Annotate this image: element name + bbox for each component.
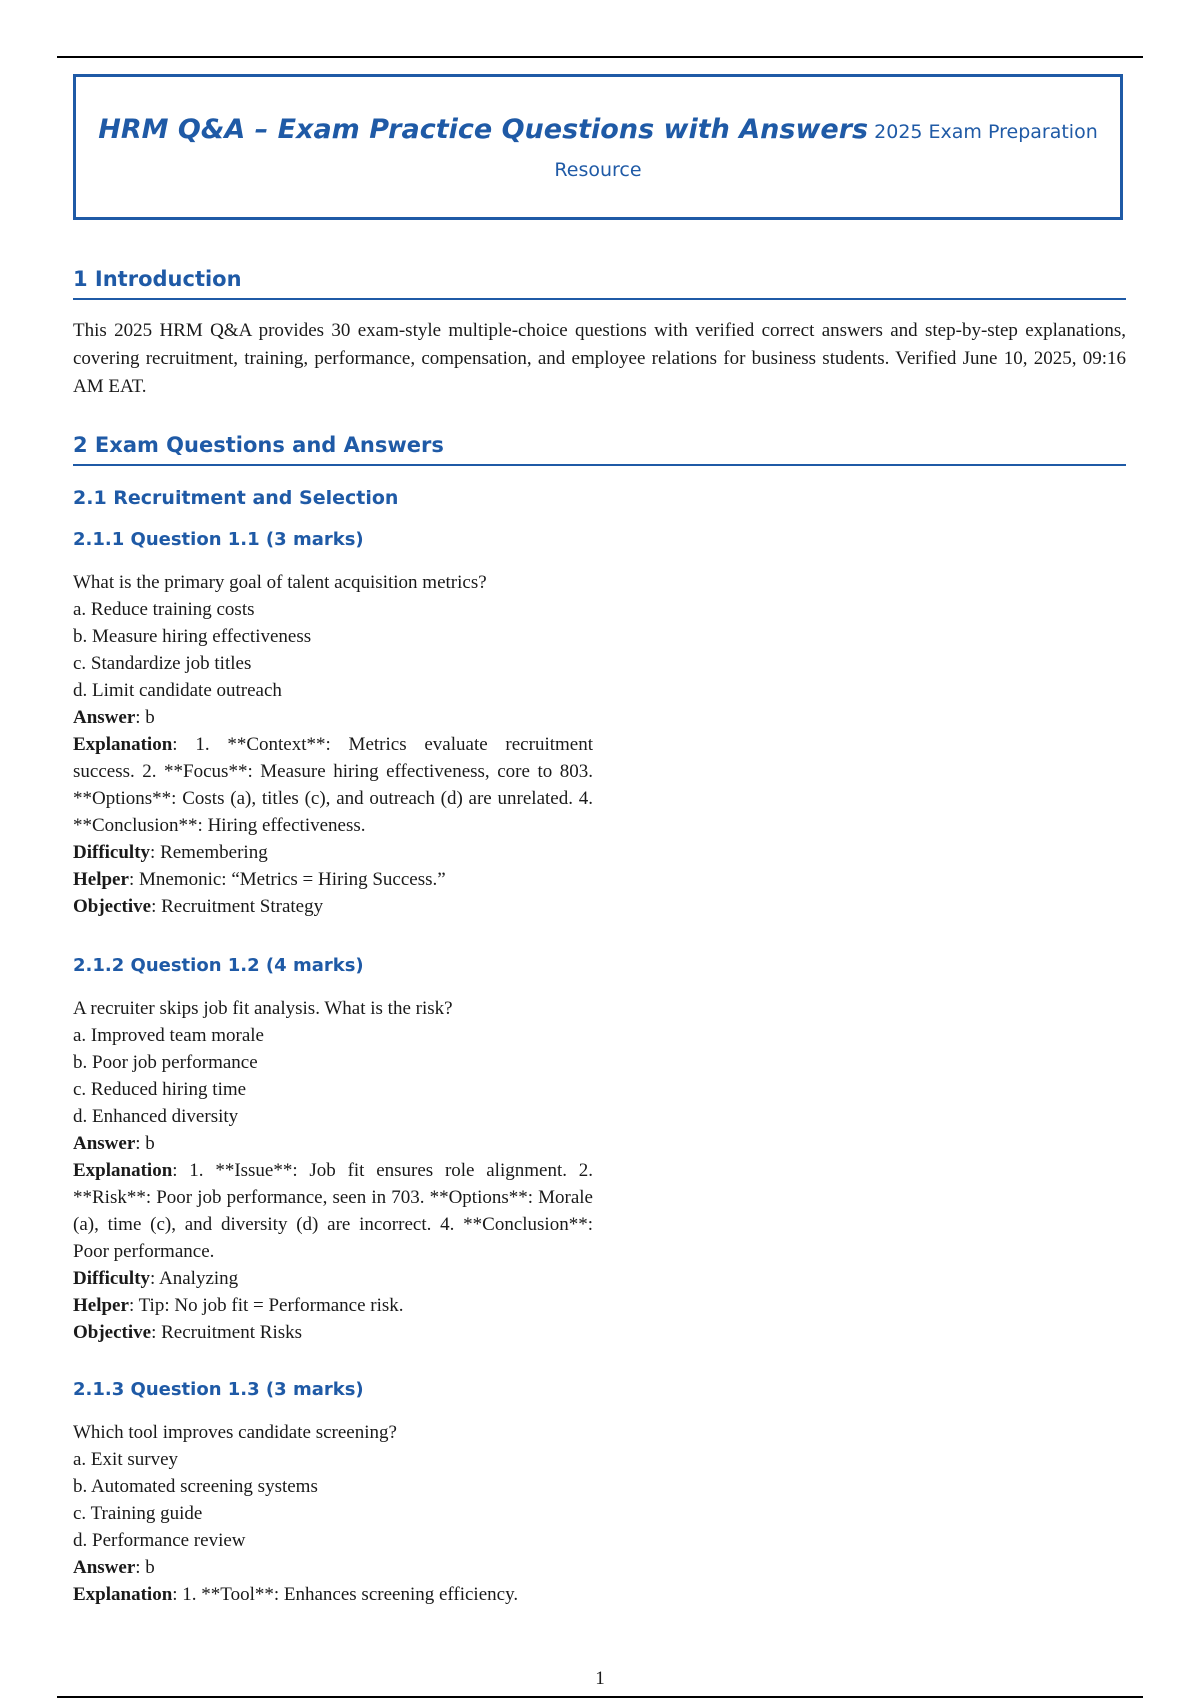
difficulty-label: Difficulty bbox=[73, 1268, 151, 1289]
subsection-heading-recruitment: 2.1 Recruitment and Selection bbox=[73, 487, 399, 509]
difficulty-line bbox=[73, 839, 593, 866]
answer-line bbox=[73, 704, 593, 731]
difficulty-line bbox=[73, 1265, 593, 1292]
answer-option: a. Exit survey bbox=[73, 1449, 179, 1470]
helper-value: : Tip: No job fit = Performance risk. bbox=[128, 1295, 404, 1316]
objective-line bbox=[73, 1319, 593, 1346]
difficulty-value: : Analyzing bbox=[150, 1268, 239, 1289]
document-title: HRM Q&A – Exam Practice Questions with Answers bbox=[98, 114, 869, 145]
answer-option: b. Poor job performance bbox=[73, 1052, 258, 1073]
answer-label: Answer bbox=[73, 707, 136, 728]
answer-option: b. Automated screening systems bbox=[73, 1476, 318, 1497]
question-text: A recruiter skips job fit analysis. What is the risk? bbox=[73, 998, 453, 1019]
answer-option: c. Training guide bbox=[73, 1503, 203, 1524]
answer-option: a. Reduce training costs bbox=[73, 599, 255, 620]
answer-label: Answer bbox=[73, 1133, 136, 1154]
introduction-paragraph: This 2025 HRM Q&A provides 30 exam-style multiple-choice questions with verified correct answers and step-by-step explanations, covering recruitment, training, performance, compensation, and employee relations for business students. Verified June 10, 2025, 09:16 AM EAT. bbox=[73, 320, 1126, 397]
helper-line bbox=[73, 866, 593, 893]
answer-value: : b bbox=[135, 707, 155, 728]
explanation-line bbox=[73, 1581, 593, 1608]
explanation-line bbox=[73, 731, 593, 839]
header-rule bbox=[57, 56, 1143, 58]
title-box bbox=[73, 74, 1123, 220]
answer-option: d. Enhanced diversity bbox=[73, 1106, 239, 1127]
objective-line bbox=[73, 893, 593, 920]
answer-value: : b bbox=[135, 1133, 155, 1154]
section-heading-exam-questions: 2 Exam Questions and Answers bbox=[73, 433, 1126, 466]
objective-label: Objective bbox=[73, 896, 152, 917]
difficulty-label: Difficulty bbox=[73, 842, 151, 863]
answer-option: c. Reduced hiring time bbox=[73, 1079, 247, 1100]
answer-option: d. Limit candidate outreach bbox=[73, 680, 282, 701]
explanation-text: : 1. **Tool**: Enhances screening efficiency. bbox=[172, 1584, 519, 1605]
explanation-line bbox=[73, 1157, 593, 1265]
answer-line bbox=[73, 1130, 593, 1157]
answer-option: d. Performance review bbox=[73, 1530, 246, 1551]
question-block bbox=[73, 995, 593, 1346]
objective-label: Objective bbox=[73, 1322, 152, 1343]
question-text: Which tool improves candidate screening? bbox=[73, 1422, 397, 1443]
explanation-label: Explanation bbox=[73, 1160, 173, 1181]
question-heading: 2.1.1 Question 1.1 (3 marks) bbox=[73, 529, 364, 550]
answer-value: : b bbox=[135, 1557, 155, 1578]
question-heading: 2.1.3 Question 1.3 (3 marks) bbox=[73, 1379, 364, 1400]
helper-value: : Mnemonic: “Metrics = Hiring Success.” bbox=[128, 869, 446, 890]
answer-line bbox=[73, 1554, 593, 1581]
section-heading-introduction: 1 Introduction bbox=[73, 267, 1126, 300]
question-heading: 2.1.2 Question 1.2 (4 marks) bbox=[73, 955, 364, 976]
helper-line bbox=[73, 1292, 593, 1319]
question-text: What is the primary goal of talent acquisition metrics? bbox=[73, 572, 487, 593]
explanation-label: Explanation bbox=[73, 1584, 173, 1605]
answer-option: b. Measure hiring effectiveness bbox=[73, 626, 312, 647]
answer-label: Answer bbox=[73, 1557, 136, 1578]
document-subtitle: 2025 Exam Preparation Resource bbox=[554, 121, 1098, 181]
explanation-text: : 1. **Context**: Metrics evaluate recruitment success. 2. **Focus**: Measure hiring effectiveness, core to 803. **Options**: Costs (a), titles (c), and outreach (d) are unrelated. 4. **Conclusion**: Hiring effectiveness. bbox=[73, 734, 593, 836]
answer-option: c. Standardize job titles bbox=[73, 653, 252, 674]
helper-label: Helper bbox=[73, 1295, 129, 1316]
footer-rule bbox=[57, 1696, 1143, 1698]
objective-value: : Recruitment Strategy bbox=[151, 896, 324, 917]
helper-label: Helper bbox=[73, 869, 129, 890]
question-block bbox=[73, 1419, 593, 1608]
difficulty-value: : Remembering bbox=[150, 842, 268, 863]
explanation-label: Explanation bbox=[73, 734, 173, 755]
answer-option: a. Improved team morale bbox=[73, 1025, 264, 1046]
page-number: 1 bbox=[595, 1668, 605, 1689]
question-block bbox=[73, 569, 593, 920]
explanation-text: : 1. **Issue**: Job fit ensures role alignment. 2. **Risk**: Poor job performance, seen in 703. **Options**: Morale (a), time (c), and diversity (d) are incorrect. 4. **Conclusion**: Poor performance. bbox=[73, 1160, 593, 1262]
objective-value: : Recruitment Risks bbox=[151, 1322, 303, 1343]
